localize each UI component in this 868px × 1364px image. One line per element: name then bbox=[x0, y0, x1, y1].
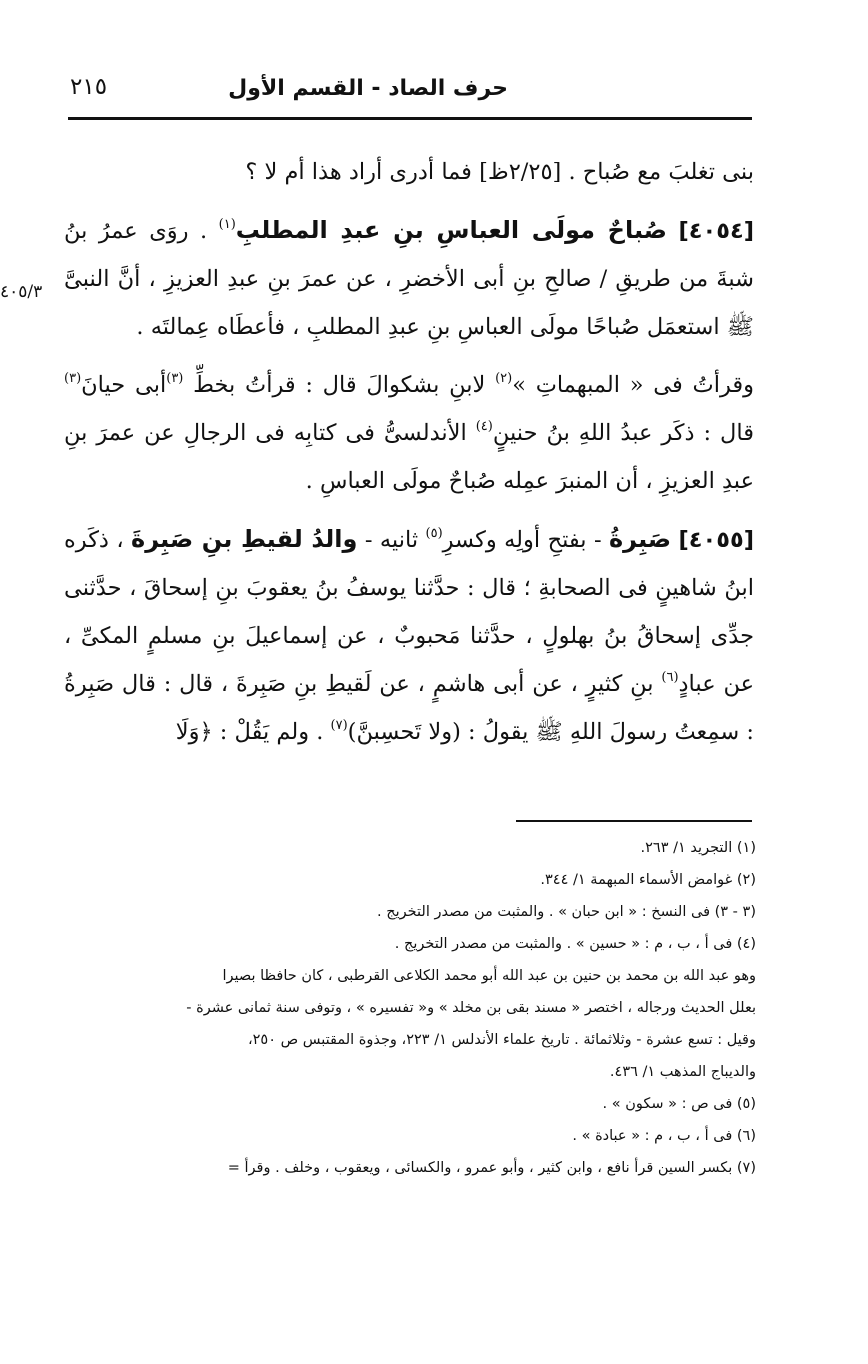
footnote-line: (٥) فى ص : « سكون » . bbox=[602, 1096, 756, 1112]
entry-heading-relation: والدُ لقيطِ بنِ صَبِرةَ bbox=[131, 525, 358, 553]
intro-line bbox=[64, 148, 754, 196]
footnotes bbox=[66, 832, 756, 1184]
footnote-line: والديباج المذهب ١/ ٤٣٦. bbox=[609, 1064, 756, 1080]
page-number: ٢١٥ bbox=[70, 74, 108, 100]
entry-text: بنِ كثيرٍ ، عن أبى هاشمٍ ، عن لَقيطِ بنِ صَبِرةَ ، قال : قال صَبِرةُ : سمِعتُ رسولَ اللهِ ﷺ يقولُ : (ولا تَحسِبنَّ) bbox=[64, 671, 754, 745]
footnote-line: (٣ - ٣) فى النسخ : « ابن حبان » . والمثبت من مصدر التخريج . bbox=[377, 904, 756, 920]
footnote-marker: (٤) bbox=[475, 418, 493, 434]
page-header bbox=[68, 74, 754, 114]
running-title: حرف الصاد - القسم الأول bbox=[228, 76, 508, 101]
footnote-marker: (١) bbox=[218, 216, 236, 232]
paragraph-text: أبى حيانَ bbox=[81, 372, 167, 398]
entry-vocalization: - بفتحِ أولِه وكسرِ bbox=[442, 527, 602, 553]
footnote-line: (٤) فى أ ، ب ، م : « حسين » . والمثبت من مصدر التخريج . bbox=[394, 936, 756, 952]
entry-number: [٤٠٥٥] bbox=[678, 527, 755, 553]
footnote-line: وهو عبد الله بن محمد بن حنين بن عبد الله أبو محمد الكلاعى القرطبى ، كان حافظا بصيرا bbox=[222, 968, 756, 984]
entry-heading: صُباحٌ مولَى العباسِ بنِ عبدِ المطلبِ bbox=[235, 216, 667, 244]
entry-4054 bbox=[64, 206, 754, 351]
footnote-marker: (٧) bbox=[330, 717, 348, 733]
entry-text: . ولم يَقُلْ : ﴿وَلَا bbox=[175, 719, 324, 745]
footnote-marker: (٦) bbox=[661, 669, 679, 685]
entry-vocalization: ثانيه - bbox=[364, 527, 419, 553]
footnote-marker: (٣) bbox=[64, 370, 82, 386]
margin-reference: ٤٠٥/٣ bbox=[0, 282, 43, 302]
footnote-line: وقيل : تسع عشرة - وثلاثمائة . تاريخ علماء الأندلس ١/ ٢٢٣، وجذوة المقتبس ص ٢٥٠، bbox=[247, 1032, 756, 1048]
paragraph-text: لابنِ بشكوالَ قال : قرأتُ بخطِّ bbox=[193, 372, 486, 398]
entry-text: ، ذكَره ابنُ شاهينٍ فى الصحابةِ ؛ قال : حدَّثنا يوسفُ بنُ يعقوبَ بنِ إسحاقَ ، حدَّثنى جدِّى إسحاقُ بنُ بهلولٍ ، حدَّثنا مَحبوبٌ ، عن إسماعيلَ بنِ مسلمٍ المكىِّ ، عن عبادٍ bbox=[64, 527, 754, 697]
footnote-line: (٧) بكسر السين قرأ نافع ، وابن كثير ، وأبو عمرو ، والكسائى ، ويعقوب ، وخلف . وقرأ = bbox=[227, 1160, 756, 1176]
entry-text: . روَى عمرُ بنُ شبةَ من طريقِ / صالحِ بنِ أبى الأخضرِ ، عن عمرَ بنِ عبدِ العزيزِ ، أنَّ النبىَّ ﷺ استعمَل صُباحًا مولَى العباسِ بنِ عبدِ المطلبِ ، فأعطَاه عِمالتَه . bbox=[64, 218, 754, 340]
paragraph-mubhamat bbox=[64, 361, 754, 505]
footnote-line: (٢) غوامض الأسماء المبهمة ١/ ٣٤٤. bbox=[540, 872, 756, 888]
entry-heading: صَبِرةُ bbox=[608, 525, 672, 553]
entry-4055 bbox=[64, 515, 754, 756]
paragraph-text: الأندلسىُّ فى كتابِه فى الرجالِ عن عمرَ بنِ عبدِ العزيزِ ، أن المنبرَ عمِله صُباحٌ مولَى العباسِ . bbox=[64, 420, 754, 494]
footnote-marker: (٥) bbox=[425, 525, 443, 541]
footnote-line: بعلل الحديث ورجاله ، اختصر « مسند بقى بن مخلد » و« تفسيره » ، وتوفى سنة ثمانى عشرة - bbox=[186, 1000, 756, 1016]
footnote-line: (١) التجريد ١/ ٢٦٣. bbox=[640, 840, 756, 856]
footnote-separator bbox=[516, 820, 752, 822]
entry-number: [٤٠٥٤] bbox=[678, 218, 754, 244]
intro-line-text: بنى تغلبَ مع صُباح . [٢/٢٥ظ] فما أدرى أراد هذا أم لا ؟ bbox=[245, 159, 754, 185]
footnote-marker: (٣) bbox=[166, 370, 184, 386]
paragraph-text: وقرأتُ فى « المبهماتِ » bbox=[512, 372, 754, 398]
paragraph-text: قال : ذكَر عبدُ اللهِ بنُ حنينٍ bbox=[492, 420, 755, 446]
footnote-marker: (٢) bbox=[495, 370, 513, 386]
header-rule bbox=[68, 117, 752, 120]
footnote-line: (٦) فى أ ، ب ، م : « عبادة » . bbox=[572, 1128, 756, 1144]
main-text bbox=[64, 148, 754, 756]
